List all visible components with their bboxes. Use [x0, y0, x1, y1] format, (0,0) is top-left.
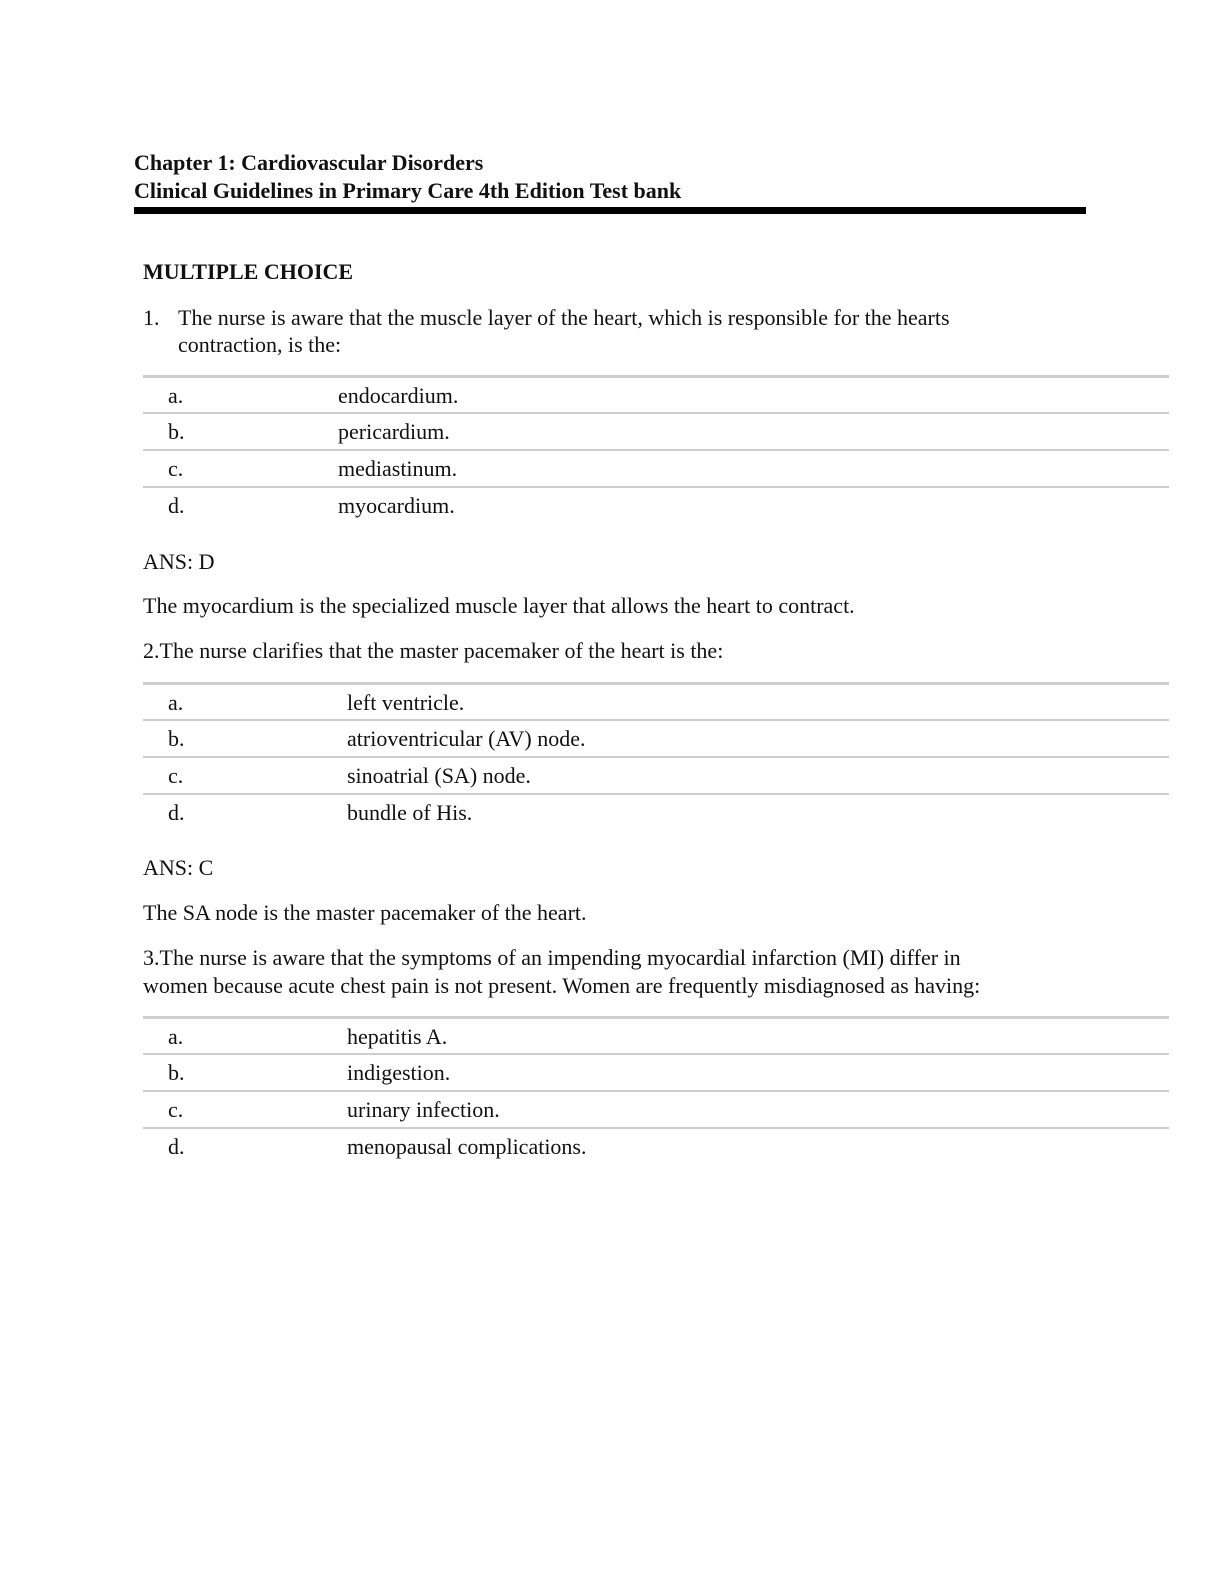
section-title: MULTIPLE CHOICE — [143, 259, 354, 284]
question-1-text-line-1: The nurse is aware that the muscle layer of the heart, which is responsible for the hearts — [178, 305, 950, 330]
header-divider — [134, 207, 1086, 214]
choice-letter: a. — [168, 1024, 184, 1049]
rationale: The myocardium is the specialized muscle layer that allows the heart to contract. — [143, 593, 855, 618]
choice-text: endocardium. — [338, 383, 459, 408]
choice-text: bundle of His. — [347, 800, 473, 825]
choice-row — [143, 375, 1169, 412]
choice-text: left ventricle. — [347, 690, 465, 715]
choice-letter: c. — [168, 763, 184, 788]
choice-letter: d. — [168, 800, 185, 825]
choice-letter: a. — [168, 690, 184, 715]
choice-text: menopausal complications. — [347, 1134, 587, 1159]
choice-row — [143, 1016, 1169, 1053]
question-number: 1. — [143, 305, 160, 330]
choice-row — [143, 719, 1169, 756]
choice-letter: a. — [168, 383, 184, 408]
question-1-choices — [143, 375, 1169, 523]
choice-row — [143, 1053, 1169, 1090]
choice-text: urinary infection. — [347, 1097, 500, 1122]
question-3-text-line-2: women because acute chest pain is not present. Women are frequently misdiagnosed as having: — [143, 973, 981, 998]
choice-text: pericardium. — [338, 419, 450, 444]
choice-letter: d. — [168, 493, 185, 518]
question-3-choices — [143, 1016, 1169, 1164]
choice-text: sinoatrial (SA) node. — [347, 763, 531, 788]
choice-text: mediastinum. — [338, 456, 458, 481]
choice-row — [143, 486, 1169, 523]
choice-row — [143, 449, 1169, 486]
rationale: The SA node is the master pacemaker of the heart. — [143, 900, 587, 925]
choice-letter: b. — [168, 726, 185, 751]
choice-row — [143, 1127, 1169, 1164]
choice-letter: b. — [168, 419, 185, 444]
question-2-text: 2.The nurse clarifies that the master pacemaker of the heart is the: — [143, 638, 724, 663]
answer-key: ANS: D — [143, 549, 215, 574]
choice-letter: c. — [168, 456, 184, 481]
choice-letter: d. — [168, 1134, 185, 1159]
choice-letter: c. — [168, 1097, 184, 1122]
choice-text: atrioventricular (AV) node. — [347, 726, 586, 751]
question-1-text-line-2: contraction, is the: — [178, 332, 342, 357]
choice-row — [143, 1090, 1169, 1127]
choice-text: hepatitis A. — [347, 1024, 448, 1049]
book-title: Clinical Guidelines in Primary Care 4th Edition Test bank — [134, 178, 682, 203]
choice-text: indigestion. — [347, 1060, 451, 1085]
answer-key: ANS: C — [143, 855, 214, 880]
choice-row — [143, 793, 1169, 830]
choice-text: myocardium. — [338, 493, 455, 518]
choice-letter: b. — [168, 1060, 185, 1085]
question-3-text-line-1: 3.The nurse is aware that the symptoms of an impending myocardial infarction (MI) differ in — [143, 945, 961, 970]
chapter-title: Chapter 1: Cardiovascular Disorders — [134, 150, 484, 175]
choice-row — [143, 682, 1169, 719]
choice-row — [143, 756, 1169, 793]
choice-row — [143, 412, 1169, 449]
question-2-choices — [143, 682, 1169, 830]
